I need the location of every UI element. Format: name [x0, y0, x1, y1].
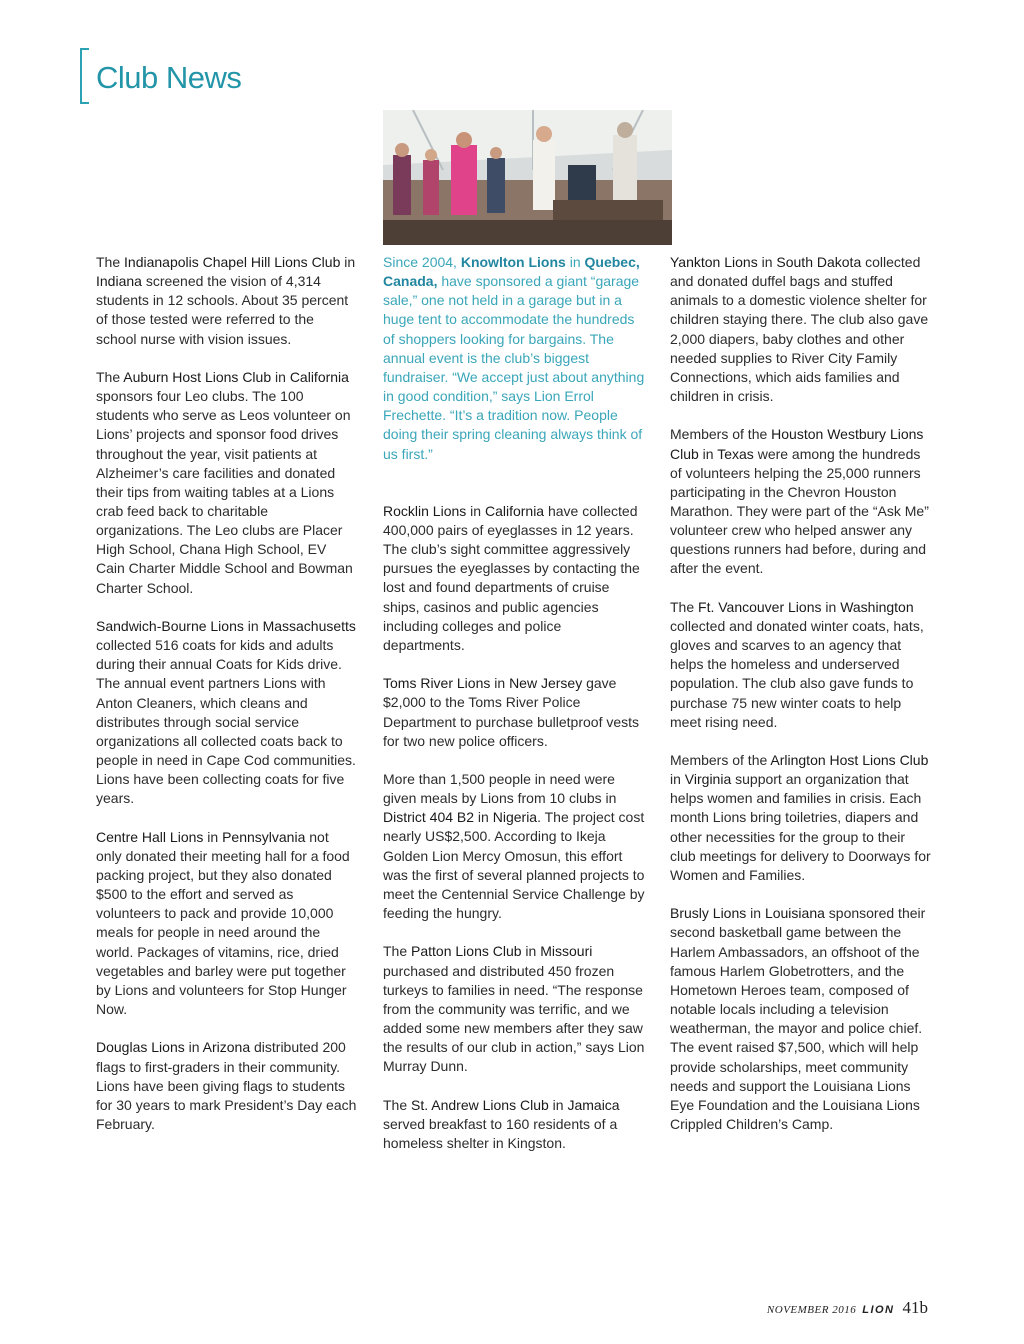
item-district-404-b2: More than 1,500 people in need were given meals by Lions from 10 clubs in District 404 B2 in Nigeria. The project cost nearly US$2,500. According to Ikeja Golden Lion Mercy Omosun, this effort was the first of several planned projects to meet the Centennial Service Challenge by feeding the hungry.: [383, 771, 645, 922]
item-patton: The Patton Lions Club in Missouri purchased and distributed 450 frozen turkeys to families in need. “The response from the community was terrific, and we added some new members after they saw the results of our club in action,” says Lion Murray Dunn.: [383, 943, 645, 1075]
garage-sale-photo-icon: [383, 110, 672, 245]
header-bracket: [80, 48, 89, 104]
item-brusly: Brusly Lions in Louisiana sponsored their second basketball game between the Harlem Ambassadors, an offshoot of the famous Harlem Globetrotters, and the Hometown Heroes team, composed of notable locals including a television weatherman, the mayor and police chief. The event raised $7,500, which will help provide scholarships, meet community needs and support the Louisiana Lions Eye Foundation and the Louisiana Lions Crippled Children’s Camp.: [670, 905, 926, 1132]
item-arlington-host: Members of the Arlington Host Lions Club in Virginia support an organization that helps women and families in crisis. Each month Lions bring toiletries, diapers and other necessities for the group to their club meetings for delivery to Doorways for Women and Families.: [670, 752, 931, 883]
photo-caption: Since 2004, Knowlton Lions in Quebec, Canada, have sponsored a giant “garage sale,” one not held in a garage but in a huge tent to accommodate the hundreds of shoppers looking for bargains. The annual event is the club’s biggest fundraiser. “We accept just about anything in good condition,” says Lion Errol Frechette. “It’s a tradition now. People doing their spring cleaning always think of us first.”: [383, 254, 645, 462]
page-title: Club News: [96, 60, 242, 95]
item-ft-vancouver: The Ft. Vancouver Lions in Washington collected and donated winter coats, hats, gloves and scarves to an agency that helps the homeless and underserved population. The club also gave funds to purchase 75 new winter coats to help meet rising need.: [670, 598, 924, 730]
column-middle: [383, 253, 645, 1172]
page-number: 41b: [902, 1298, 928, 1317]
item-indianapolis: The Indianapolis Chapel Hill Lions Club in Indiana screened the vision of 4,314 students in 12 schools. About 35 percent of those tested were referred to the school nurse with vision issues.: [96, 254, 356, 347]
item-yankton: Yankton Lions in South Dakota collected and donated duffel bags and stuffed animals to a domestic violence shelter for children staying there. The club also gave 2,000 diapers, baby clothes and other needed supplies to River City Family Connections, which aids families and children in crisis.: [670, 254, 929, 405]
column-right: [670, 253, 932, 1153]
item-auburn: The Auburn Host Lions Club in California sponsors four Leo clubs. The 100 students who serve as Leos volunteer on Lions’ projects and sponsor food drives throughout the year, visit patients at Alzheimer’s care facilities and donated their tips from waiting tables at a Lions crab feed back to charitable organizations. The Leo clubs are Placer High School, Chana High School, EV Cain Charter Middle School and Bowman Charter School.: [96, 368, 353, 596]
issue-date: NOVEMBER 2016: [766, 1304, 857, 1316]
page-footer: [767, 1298, 928, 1318]
photo-garage-sale: [383, 110, 672, 245]
item-st-andrew: The St. Andrew Lions Club in Jamaica served breakfast to 160 residents of a homeless shelter in Kingston.: [383, 1096, 620, 1151]
item-centre-hall: Centre Hall Lions in Pennsylvania not only donated their meeting hall for a food packing project, but they also donated $500 to the effort and served as volunteers to pack and provide 10,000 meals for people in need around the world. Packages of vitamins, rice, dried vegetables and barley were put together by Lions and volunteers for Stop Hunger Now.: [96, 828, 350, 1018]
item-douglas: Douglas Lions in Arizona distributed 200 flags to first-graders in their community. Lions have been giving flags to students for 30 years to mark President’s Day each February.: [96, 1039, 357, 1132]
spacer: [383, 483, 645, 502]
magazine-name: LION: [862, 1304, 895, 1316]
item-sandwich-bourne: Sandwich-Bourne Lions in Massachusetts collected 516 coats for kids and adults during their annual Coats for Kids drive. The annual event partners Lions with Anton Cleaners, which cleans and distributes through social service organizations all collected coats back to people in need in Cape Cod communities. Lions have been collecting coats for five years.: [96, 617, 356, 807]
item-houston-westbury: Members of the Houston Westbury Lions Club in Texas were among the hundreds of volunteers helping the 25,000 runners participating in the Chevron Houston Marathon. They were part of the “Ask Me” volunteer crew who helped answer any questions runners had before, during and after the event.: [670, 426, 929, 577]
column-left: [96, 253, 358, 1153]
item-toms-river: Toms River Lions in New Jersey gave $2,000 to the Toms River Police Department to purchase bulletproof vests for two new police officers.: [383, 675, 640, 749]
item-rocklin: Rocklin Lions in California have collected 400,000 pairs of eyeglasses in 12 years. The club’s sight committee aggressively pursues the eyeglasses by contacting the lost and found departments of cruise ships, casinos and public agencies including colleges and police departments.: [383, 502, 640, 653]
